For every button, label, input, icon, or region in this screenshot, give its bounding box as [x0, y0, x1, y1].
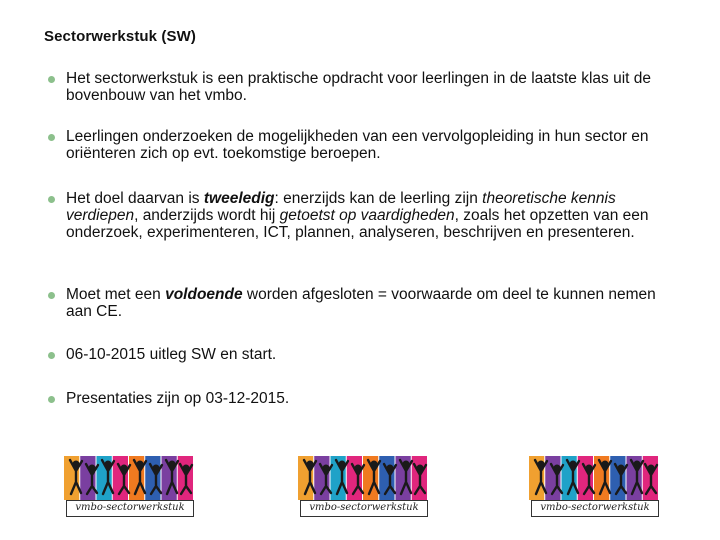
bullet-text-segment: theoretische kennis verdiepen [66, 190, 616, 224]
dancers-graphic [298, 452, 428, 500]
bullet-text [66, 190, 676, 241]
bullet-text-segment: Presentaties zijn op 03-12-2015. [66, 390, 290, 407]
bullet-text-segment: Leerlingen onderzoeken de mogelijkheden van een vervolgopleiding in hun sector en oriënteren zich op evt. toekomstige beroepen. [66, 128, 649, 162]
bullet-dot [48, 76, 55, 83]
bullet-dot [48, 292, 55, 299]
bullet-text [66, 128, 676, 162]
logo-stripe [379, 456, 394, 500]
bullet-text-segment: voldoende [165, 286, 243, 303]
bullet-text [66, 286, 676, 320]
vmbo-sectorwerkstuk-logo [529, 452, 659, 516]
bullet-text-segment: tweeledig [203, 190, 275, 207]
bullet-dot [48, 352, 55, 359]
bullet-text-segment: , zoals het opzetten van een onderzoek, experimenteren, ICT, plannen, analyseren, beschrijven en presenteren. [66, 207, 649, 241]
dancers-graphic [529, 452, 659, 500]
bullet-text-segment: Het doel daarvan is [66, 190, 204, 207]
logo-caption: vmbo-sectorwerkstuk [531, 500, 659, 517]
bullet-text-segment: Moet met een [66, 286, 166, 303]
bullet-dot [48, 396, 55, 403]
bullet-text-segment: worden afgesloten = voorwaarde om deel te kunnen nemen aan CE. [66, 286, 656, 320]
bullet-dot [48, 134, 55, 141]
bullet-text-segment: , anderzijds wordt hij [134, 207, 280, 224]
bullet-text-segment: Het sectorwerkstuk is een praktische opdracht voor leerlingen in de laatste klas uit de bovenbouw van het vmbo. [66, 70, 651, 104]
bullet-text [66, 70, 676, 104]
bullet-dot [48, 196, 55, 203]
logo-stripe [145, 456, 160, 500]
bullet-text-segment: getoetst op vaardigheden [279, 207, 455, 224]
logo-caption: vmbo-sectorwerkstuk [300, 500, 428, 517]
dancers-graphic [64, 452, 194, 500]
bullet-text-segment: 06-10-2015 uitleg SW en start. [66, 346, 277, 363]
bullet-text [66, 346, 676, 363]
logo-row [0, 452, 720, 518]
page-title: Sectorwerkstuk (SW) [44, 28, 196, 45]
bullet-text [66, 390, 676, 407]
bullet-text-segment: : enerzijds kan de leerling zijn [274, 190, 483, 207]
vmbo-sectorwerkstuk-logo [64, 452, 194, 516]
logo-stripe [610, 456, 625, 500]
vmbo-sectorwerkstuk-logo [298, 452, 428, 516]
logo-caption: vmbo-sectorwerkstuk [66, 500, 194, 517]
